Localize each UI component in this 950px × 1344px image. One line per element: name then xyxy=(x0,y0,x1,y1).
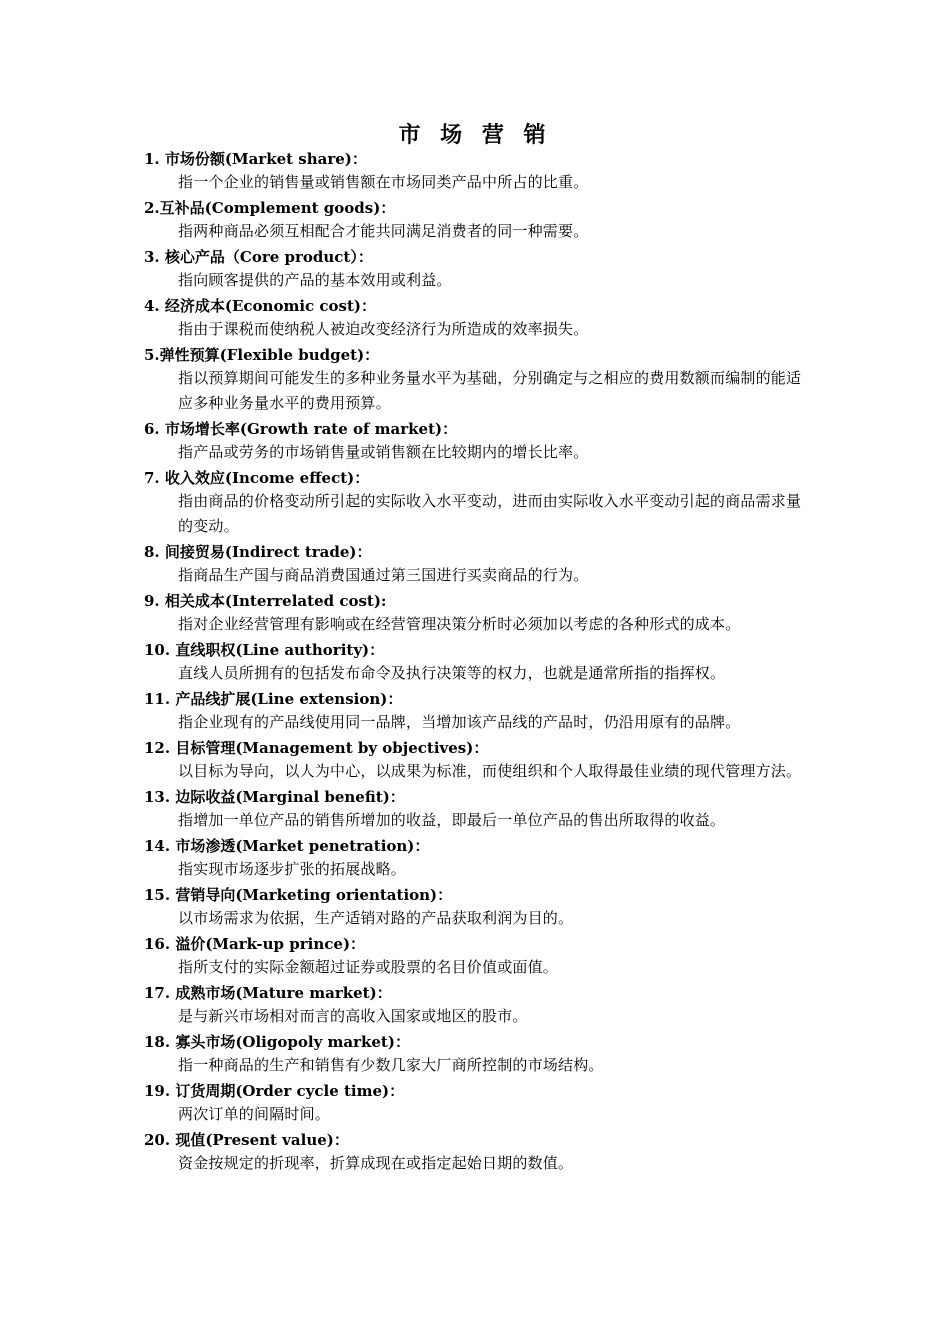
glossary-entry xyxy=(144,197,824,244)
entry-definition: 指由于课税而使纳税人被迫改变经济行为所造成的效率损失。 xyxy=(178,320,589,338)
entry-term: 14. 市场渗透(Market penetration)： xyxy=(144,837,430,855)
entry-definition: 指由商品的价格变动所引起的实际收入水平变动，进而由实际收入水平变动引起的商品需求量的变动。 xyxy=(178,492,802,535)
entry-definition: 是与新兴市场相对而言的高收入国家或地区的股市。 xyxy=(178,1007,528,1025)
entry-definition: 指增加一单位产品的销售所增加的收益，即最后一单位产品的售出所取得的收益。 xyxy=(178,811,726,829)
glossary-entry xyxy=(144,590,824,637)
entry-definition: 指以预算期间可能发生的多种业务量水平为基础，分别确定与之相应的费用数额而编制的能适应多种业务量水平的费用预算。 xyxy=(178,369,802,412)
entry-definition: 以目标为导向，以人为中心，以成果为标准，而使组织和个人取得最佳业绩的现代管理方法。 xyxy=(178,762,802,780)
entry-definition: 指向顾客提供的产品的基本效用或利益。 xyxy=(178,271,452,289)
glossary-entry xyxy=(144,1129,824,1176)
entry-definition: 直线人员所拥有的包括发布命令及执行决策等的权力，也就是通常所指的指挥权。 xyxy=(178,664,726,682)
entry-term: 13. 边际收益(Marginal benefit)： xyxy=(144,788,405,806)
entry-term: 16. 溢价(Mark-up prince)： xyxy=(144,935,366,953)
glossary-entry xyxy=(144,418,824,465)
glossary-entry xyxy=(144,737,824,784)
entry-term: 12. 目标管理(Management by objectives)： xyxy=(144,739,489,757)
entry-definition: 指对企业经营管理有影响或在经营管理决策分析时必须加以考虑的各种形式的成本。 xyxy=(178,615,741,633)
glossary-entry xyxy=(144,884,824,931)
glossary-entry xyxy=(144,786,824,833)
entry-term: 1. 市场份额(Market share)： xyxy=(144,150,367,168)
entry-definition: 指一种商品的生产和销售有少数几家大厂商所控制的市场结构。 xyxy=(178,1056,604,1074)
entry-term: 10. 直线职权(Line authority)： xyxy=(144,641,385,659)
entry-term: 7. 收入效应(Income effect)： xyxy=(144,469,370,487)
entry-definition: 指企业现有的产品线使用同一品牌，当增加该产品线的产品时，仍沿用原有的品牌。 xyxy=(178,713,741,731)
entry-definition: 两次订单的间隔时间。 xyxy=(178,1105,331,1123)
glossary-list xyxy=(144,148,824,1178)
entry-term: 2.互补品(Complement goods)： xyxy=(144,199,396,217)
glossary-entry xyxy=(144,148,824,195)
glossary-entry xyxy=(144,688,824,735)
entry-term: 19. 订货周期(Order cycle time)： xyxy=(144,1082,405,1100)
glossary-entry xyxy=(144,982,824,1029)
entry-definition: 指实现市场逐步扩张的拓展战略。 xyxy=(178,860,407,878)
entry-term: 9. 相关成本(Interrelated cost): xyxy=(144,592,387,610)
entry-term: 11. 产品线扩展(Line extension)： xyxy=(144,690,403,708)
document-title: 市 场 营 销 xyxy=(398,123,552,148)
glossary-entry xyxy=(144,295,824,342)
entry-term: 15. 营销导向(Marketing orientation)： xyxy=(144,886,453,904)
entry-definition: 资金按规定的折现率，折算成现在或指定起始日期的数值。 xyxy=(178,1154,574,1172)
entry-definition: 指两种商品必须互相配合才能共同满足消费者的同一种需要。 xyxy=(178,222,589,240)
entry-term: 6. 市场增长率(Growth rate of market)： xyxy=(144,420,458,438)
entry-definition: 以市场需求为依据，生产适销对路的产品获取利润为目的。 xyxy=(178,909,574,927)
glossary-entry xyxy=(144,639,824,686)
entry-term: 18. 寡头市场(Oligopoly market)： xyxy=(144,1033,410,1051)
glossary-entry xyxy=(144,835,824,882)
entry-definition: 指一个企业的销售量或销售额在市场同类产品中所占的比重。 xyxy=(178,173,589,191)
glossary-entry xyxy=(144,246,824,293)
glossary-entry xyxy=(144,1031,824,1078)
entry-definition: 指商品生产国与商品消费国通过第三国进行买卖商品的行为。 xyxy=(178,566,589,584)
entry-term: 17. 成熟市场(Mature market)： xyxy=(144,984,392,1002)
glossary-entry xyxy=(144,467,824,539)
entry-definition: 指所支付的实际金额超过证券或股票的名目价值或面值。 xyxy=(178,958,559,976)
entry-term: 8. 间接贸易(Indirect trade)： xyxy=(144,543,372,561)
entry-term: 5.弹性预算(Flexible budget)： xyxy=(144,346,380,364)
glossary-entry xyxy=(144,344,824,416)
entry-term: 4. 经济成本(Economic cost)： xyxy=(144,297,376,315)
entry-term: 20. 现值(Present value)： xyxy=(144,1131,349,1149)
glossary-entry xyxy=(144,933,824,980)
entry-term: 3. 核心产品（Core product）： xyxy=(144,248,373,266)
glossary-entry xyxy=(144,1080,824,1127)
entry-definition: 指产品或劳务的市场销售量或销售额在比较期内的增长比率。 xyxy=(178,443,589,461)
glossary-entry xyxy=(144,541,824,588)
